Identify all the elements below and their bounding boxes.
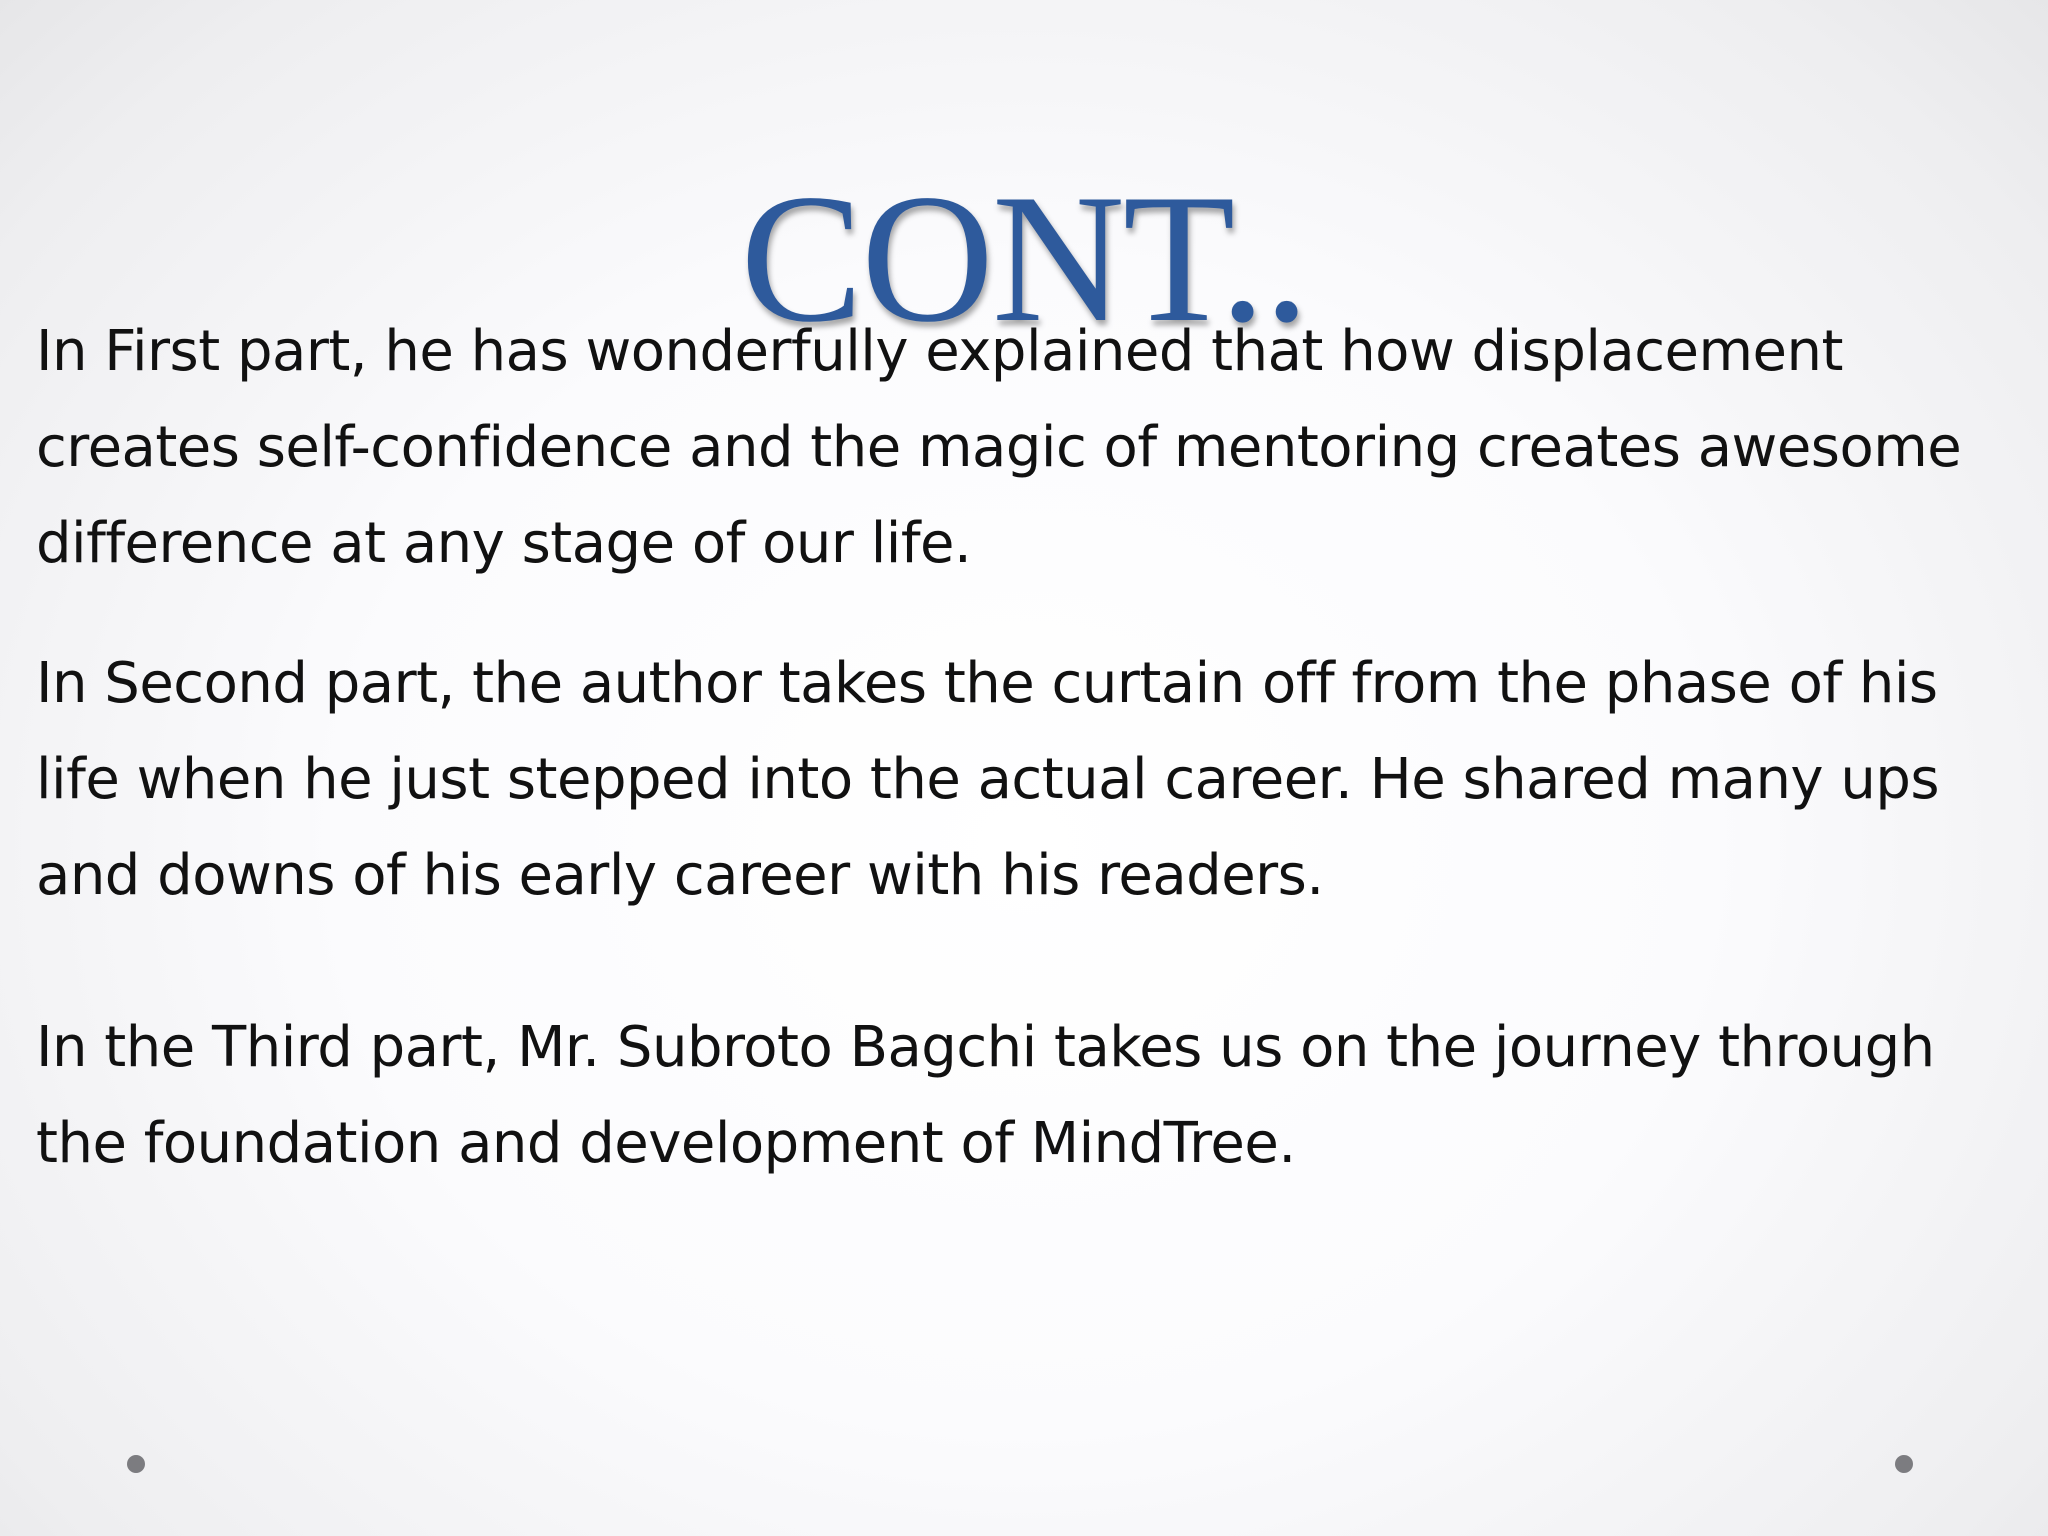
decorative-dot-right — [1895, 1455, 1913, 1473]
paragraph-first-part: In First part, he has wonderfully explained that how displacement creates self-confidence and the magic of mentoring creates awesome difference at any stage of our life. — [36, 319, 1962, 576]
paragraph-third-part: In the Third part, Mr. Subroto Bagchi takes us on the journey through the foundation and development of MindTree. — [36, 1015, 1935, 1176]
paragraph-second-part: In Second part, the author takes the curtain off from the phase of his life when he just stepped into the actual career. He shared many ups and downs of his early career with his readers. — [36, 651, 1940, 908]
slide-title: CONT.. — [740, 156, 1308, 360]
decorative-dot-left — [127, 1455, 145, 1473]
